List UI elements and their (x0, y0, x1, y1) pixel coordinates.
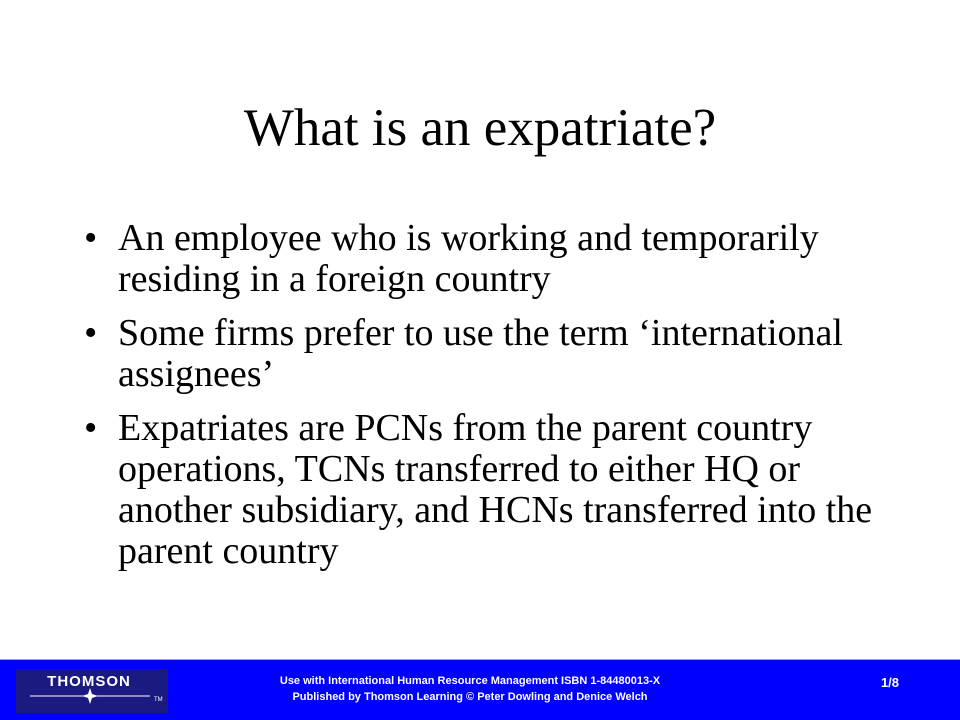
footer-bar (0, 659, 960, 720)
footer-line-2: Published by Thomson Learning © Peter Dowling and Denice Welch (292, 691, 648, 703)
bullet-text: Expatriates are PCNs from the parent country operations, TCNs transferred to either HQ or another subsidiary, and HCNs transferred into the parent country (118, 407, 873, 572)
bullet-marker: • (84, 407, 98, 449)
footer-line-1: Use with International Human Resource Management ISBN 1-84480013-X (279, 675, 661, 687)
bullet-text: An employee who is working and temporarily residing in a foreign country (118, 217, 819, 300)
bullet-item (84, 218, 884, 300)
thomson-logo (16, 669, 168, 713)
bullet-item (84, 313, 884, 395)
logo-trademark: TM (154, 697, 163, 703)
bullet-marker: • (84, 217, 98, 259)
footer-divider (0, 659, 960, 660)
bullet-text: Some firms prefer to use the term ‘international assignees’ (118, 312, 843, 395)
logo-wordmark: THOMSON (47, 673, 131, 690)
bullet-item (84, 408, 884, 572)
page-number: 1/8 (880, 675, 900, 690)
slide-title: What is an expatriate? (243, 99, 717, 157)
bullet-marker: • (84, 312, 98, 354)
footer-credits (200, 673, 740, 705)
bullet-list (84, 218, 884, 585)
